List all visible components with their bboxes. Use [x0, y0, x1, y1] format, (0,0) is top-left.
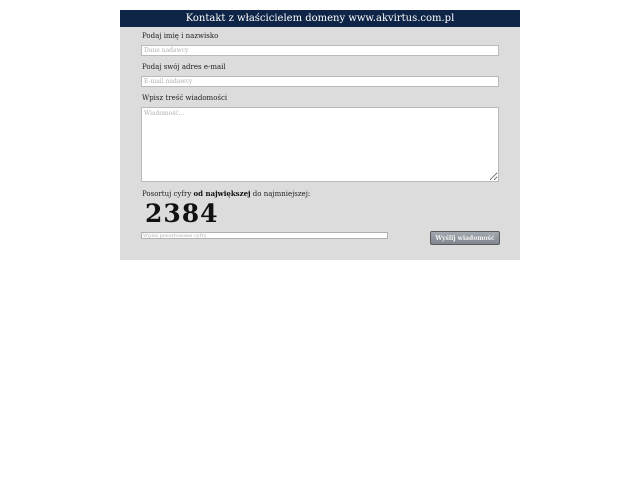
- captcha-instruction-start: Posortuj cyfry: [142, 190, 194, 198]
- captcha-digits: 2384: [145, 199, 219, 228]
- email-field[interactable]: [141, 76, 499, 87]
- message-textarea[interactable]: [141, 107, 499, 182]
- captcha-input[interactable]: [141, 232, 388, 239]
- send-message-button[interactable]: Wyślij wiadomość: [430, 231, 500, 245]
- name-label: Podaj imię i nazwisko: [142, 32, 219, 40]
- captcha-instruction: [142, 189, 310, 198]
- contact-panel: [120, 10, 520, 260]
- email-label: Podaj swój adres e-mail: [142, 63, 226, 71]
- name-field[interactable]: [141, 45, 499, 56]
- captcha-instruction-emphasis: od największej: [193, 189, 251, 198]
- message-label: Wpisz treść wiadomości: [142, 94, 228, 102]
- captcha-instruction-end: do najmniejszej:: [250, 190, 311, 198]
- page-title: Kontakt z właścicielem domeny www.akvirtus.com.pl: [120, 10, 520, 27]
